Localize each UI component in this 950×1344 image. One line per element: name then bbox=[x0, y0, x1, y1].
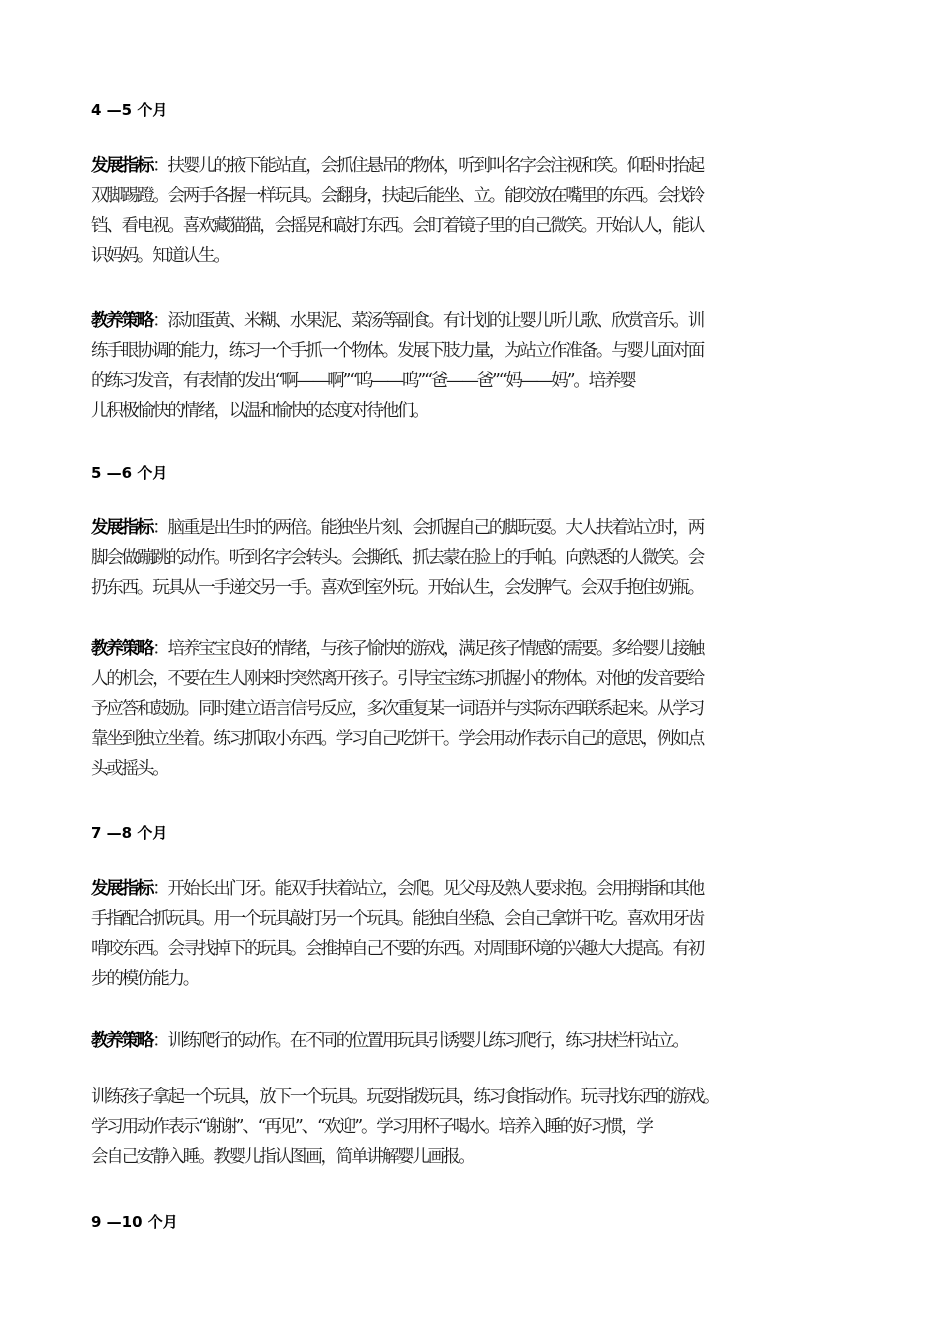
label-separator: ： bbox=[152, 518, 168, 538]
text-line: 步的模仿能力。 bbox=[91, 969, 199, 989]
text-line: 识妈妈。知道认生。 bbox=[91, 246, 229, 266]
label-separator: ： bbox=[152, 879, 168, 899]
section-heading: 7 —8 个月 bbox=[91, 824, 168, 842]
text-line bbox=[91, 306, 871, 336]
text-line: 人的机会，不要在生人刚来时突然离开孩子。引导宝宝练习抓握小的物体。对他的发音要给 bbox=[91, 669, 703, 689]
text-line: 儿积极愉快的情绪，以温和愉快的态度对待他们。 bbox=[91, 401, 428, 421]
development-label: 发展指标 bbox=[91, 518, 153, 538]
text-line bbox=[91, 1026, 871, 1056]
label-separator: ： bbox=[152, 639, 168, 659]
education-paragraph bbox=[91, 306, 871, 426]
label-separator: ： bbox=[152, 311, 168, 331]
development-paragraph bbox=[91, 151, 871, 271]
text-line: 铛、看电视。喜欢藏猫猫，会摇晃和敲打东西。会盯着镜子里的自己微笑。开始认人，能认 bbox=[91, 216, 703, 236]
label-separator: ： bbox=[152, 1031, 168, 1051]
text-line: 头或摇头。 bbox=[91, 759, 168, 779]
text-line: 扔东西。玩具从一手递交另一手。喜欢到室外玩。开始认生，会发脾气。会双手抱住奶瓶。 bbox=[91, 578, 703, 598]
section-heading: 4 —5 个月 bbox=[91, 101, 168, 119]
text-line: 练手眼协调的能力，练习一个手抓一个物体。发展下肢力量，为站立作准备。与婴儿面对面 bbox=[91, 341, 703, 361]
text-line: 训练孩子拿起一个玩具，放下一个玩具。玩耍指拨玩具，练习食指动作。玩寻找东西的游戏。 bbox=[91, 1087, 719, 1107]
section-heading: 5 —6 个月 bbox=[91, 464, 168, 482]
text-line: 的练习发音，有表情的发出“啊——啊”“呜——呜”“爸——爸”“妈——妈”。培养婴 bbox=[91, 371, 635, 391]
education-paragraph bbox=[91, 634, 871, 784]
text-line bbox=[91, 151, 871, 181]
section-heading: 9 —10 个月 bbox=[91, 1213, 178, 1231]
line-text: 添加蛋黄、米糊、水果泥、菜汤等副食。有计划的让婴儿听儿歌、欣赏音乐。训 bbox=[167, 311, 704, 331]
text-line bbox=[91, 634, 871, 664]
text-line: 双脚踢蹬。会两手各握一样玩具。会翻身，扶起后能坐、立。能咬放在嘴里的东西。会找铃 bbox=[91, 186, 703, 206]
education-label: 教养策略 bbox=[91, 1031, 153, 1051]
education-label: 教养策略 bbox=[91, 639, 153, 659]
development-label: 发展指标 bbox=[91, 879, 153, 899]
label-separator: ： bbox=[152, 156, 168, 176]
education-paragraph bbox=[91, 1026, 871, 1056]
education-label: 教养策略 bbox=[91, 311, 153, 331]
continuation-paragraph bbox=[91, 1082, 871, 1172]
text-line bbox=[91, 513, 871, 543]
text-line: 啃咬东西。会寻找掉下的玩具。会推掉自己不要的东西。对周围环境的兴趣大大提高。有初 bbox=[91, 939, 703, 959]
development-paragraph bbox=[91, 874, 871, 994]
text-line: 会自己安静入睡。教婴儿指认图画，简单讲解婴儿画报。 bbox=[91, 1147, 474, 1167]
line-text: 培养宝宝良好的情绪，与孩子愉快的游戏，满足孩子情感的需要。多给婴儿接触 bbox=[167, 639, 704, 659]
text-line: 学习用动作表示“谢谢”、“再见”、“欢迎”。学习用杯子喝水。培养入睡的好习惯，学 bbox=[91, 1117, 652, 1137]
line-text: 扶婴儿的掖下能站直，会抓住悬吊的物体，听到叫名字会注视和笑。仰卧时抬起 bbox=[167, 156, 704, 176]
text-line: 手指配合抓玩具。用一个玩具敲打另一个玩具。能独自坐稳、会自己拿饼干吃。喜欢用牙齿 bbox=[91, 909, 703, 929]
line-text: 训练爬行的动作。在不同的位置用玩具引诱婴儿练习爬行，练习扶栏杆站立。 bbox=[167, 1031, 688, 1051]
text-line: 脚会做蹦跳的动作。听到名字会转头。会撕纸、抓去蒙在脸上的手帕。向熟悉的人微笑。会 bbox=[91, 548, 703, 568]
development-paragraph bbox=[91, 513, 871, 603]
line-text: 开始长出门牙。能双手扶着站立，会爬。见父母及熟人要求抱。会用拇指和其他 bbox=[167, 879, 704, 899]
development-label: 发展指标 bbox=[91, 156, 153, 176]
text-line bbox=[91, 874, 871, 904]
line-text: 脑重是出生时的两倍。能独坐片刻、会抓握自己的脚玩耍。大人扶着站立时，两 bbox=[167, 518, 704, 538]
text-line: 靠坐到独立坐着。练习抓取小东西。学习自己吃饼干。学会用动作表示自己的意思，例如点 bbox=[91, 729, 703, 749]
text-line: 予应答和鼓励。同时建立语言信号反应，多次重复某一词语并与实际东西联系起来。从学习 bbox=[91, 699, 703, 719]
